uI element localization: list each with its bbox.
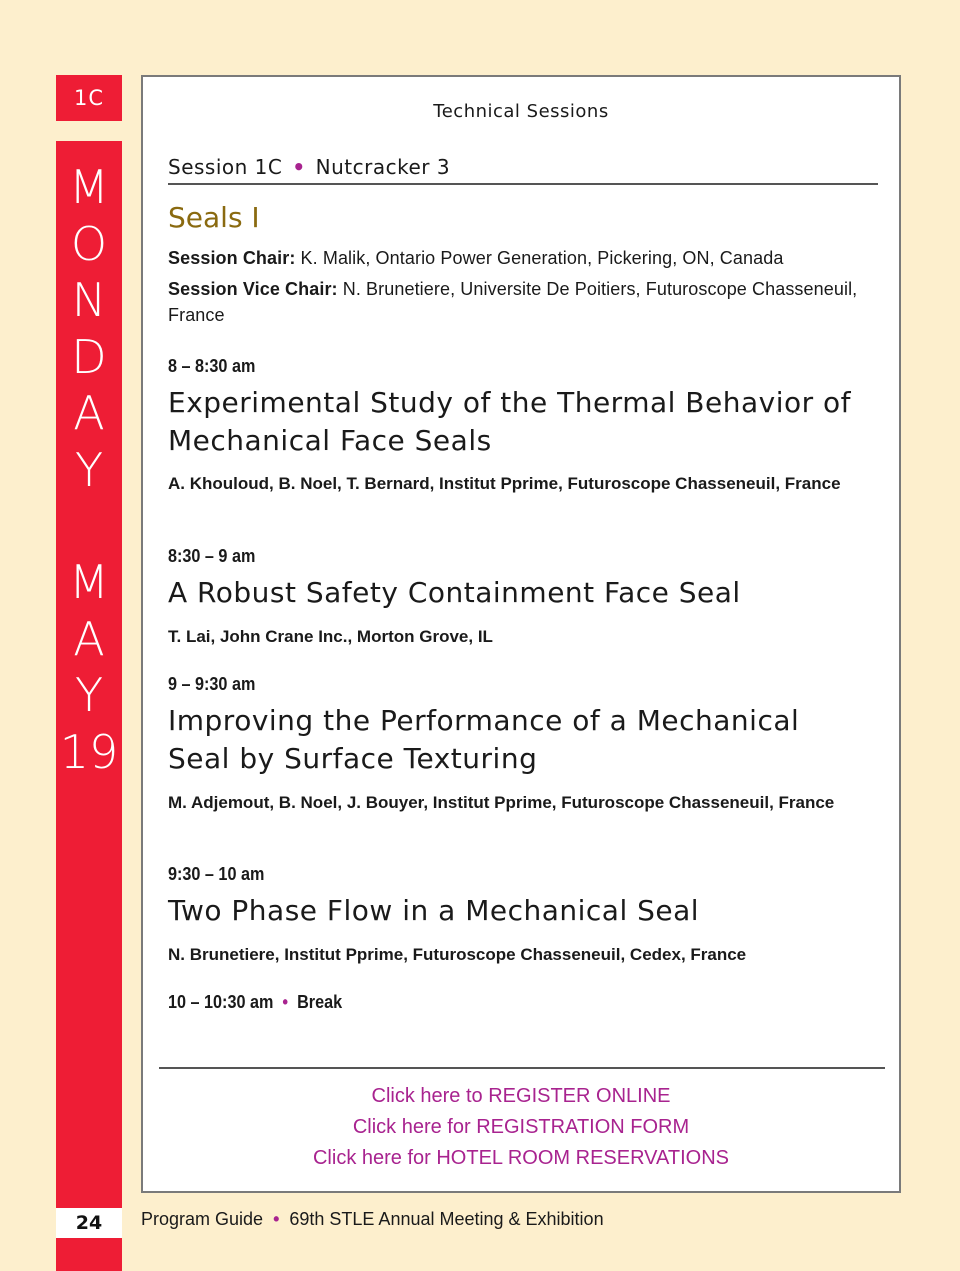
session-vice-chair-value: N. Brunetiere, Universite De Poitiers, Futuroscope Chasseneuil, France xyxy=(168,279,858,325)
rail-letter: Y xyxy=(74,442,104,497)
session-vice-chair xyxy=(168,276,868,328)
break-label: Break xyxy=(297,992,343,1012)
footer-event: 69th STLE Annual Meeting & Exhibition xyxy=(289,1209,604,1229)
registration-links xyxy=(143,1081,899,1174)
rail-date-letters xyxy=(56,159,122,780)
session-vice-chair-label: Session Vice Chair: xyxy=(168,279,338,299)
rail-letter: M xyxy=(69,160,109,214)
talk-authors: T. Lai, John Crane Inc., Morton Grove, IL xyxy=(168,627,493,646)
rail-letter: M xyxy=(69,555,109,609)
session-chair xyxy=(168,245,868,271)
talk-authors: N. Brunetiere, Institut Pprime, Futuroscope Chasseneuil, Cedex, France xyxy=(168,945,747,964)
talk-time: 9 – 9:30 am xyxy=(168,674,256,694)
day-rail xyxy=(56,141,122,1271)
talk-time: 8 – 8:30 am xyxy=(168,356,256,376)
bullet-icon: • xyxy=(273,1209,280,1229)
session-room: Nutcracker 3 xyxy=(315,155,451,179)
talk-authors: A. Khouloud, B. Noel, T. Bernard, Institut Pprime, Futuroscope Chasseneuil, France xyxy=(168,474,841,493)
talk-title: Experimental Study of the Thermal Behavior of Mechanical Face Seals xyxy=(168,386,852,457)
footer xyxy=(141,1209,604,1230)
break-time: 10 – 10:30 am xyxy=(168,992,274,1012)
talk-time: 9:30 – 10 am xyxy=(168,864,265,884)
talk-title: Improving the Performance of a Mechanical Seal by Surface Texturing xyxy=(168,704,800,775)
hotel-reservations-link[interactable]: Click here for HOTEL ROOM RESERVATIONS xyxy=(312,1147,729,1169)
rail-letter: O xyxy=(70,216,108,271)
session-chair-value: K. Malik, Ontario Power Generation, Pickering, ON, Canada xyxy=(300,248,784,268)
registration-form-link[interactable]: Click here for REGISTRATION FORM xyxy=(352,1116,690,1138)
page-title: Technical Sessions xyxy=(433,101,609,122)
rail-letter: A xyxy=(73,611,105,666)
talk-authors: M. Adjemout, B. Noel, J. Bouyer, Institut Pprime, Futuroscope Chasseneuil, France xyxy=(168,793,835,812)
rail-letter: Y xyxy=(74,668,104,722)
talk-time: 8:30 – 9 am xyxy=(168,546,256,566)
break-line xyxy=(168,992,342,1013)
session-chair-label: Session Chair: xyxy=(168,248,296,268)
rail-letter: N xyxy=(71,273,107,327)
rail-letter: D xyxy=(71,329,107,384)
session-heading xyxy=(168,155,878,185)
bullet-icon: • xyxy=(292,155,306,179)
talk-title: Two Phase Flow in a Mechanical Seal xyxy=(168,894,700,927)
divider xyxy=(159,1067,885,1069)
rail-letter: A xyxy=(73,386,105,440)
session-card xyxy=(141,75,901,1193)
session-topic: Seals I xyxy=(168,201,260,234)
footer-guide: Program Guide xyxy=(141,1209,264,1229)
talk-title: A Robust Safety Containment Face Seal xyxy=(168,576,741,609)
session-code: Session 1C xyxy=(168,155,283,179)
rail-date: 19 xyxy=(59,724,119,779)
bullet-icon: • xyxy=(282,992,289,1012)
page-number: 24 xyxy=(56,1208,122,1238)
session-tab-code: 1C xyxy=(56,75,122,121)
register-online-link[interactable]: Click here to REGISTER ONLINE xyxy=(371,1085,671,1107)
